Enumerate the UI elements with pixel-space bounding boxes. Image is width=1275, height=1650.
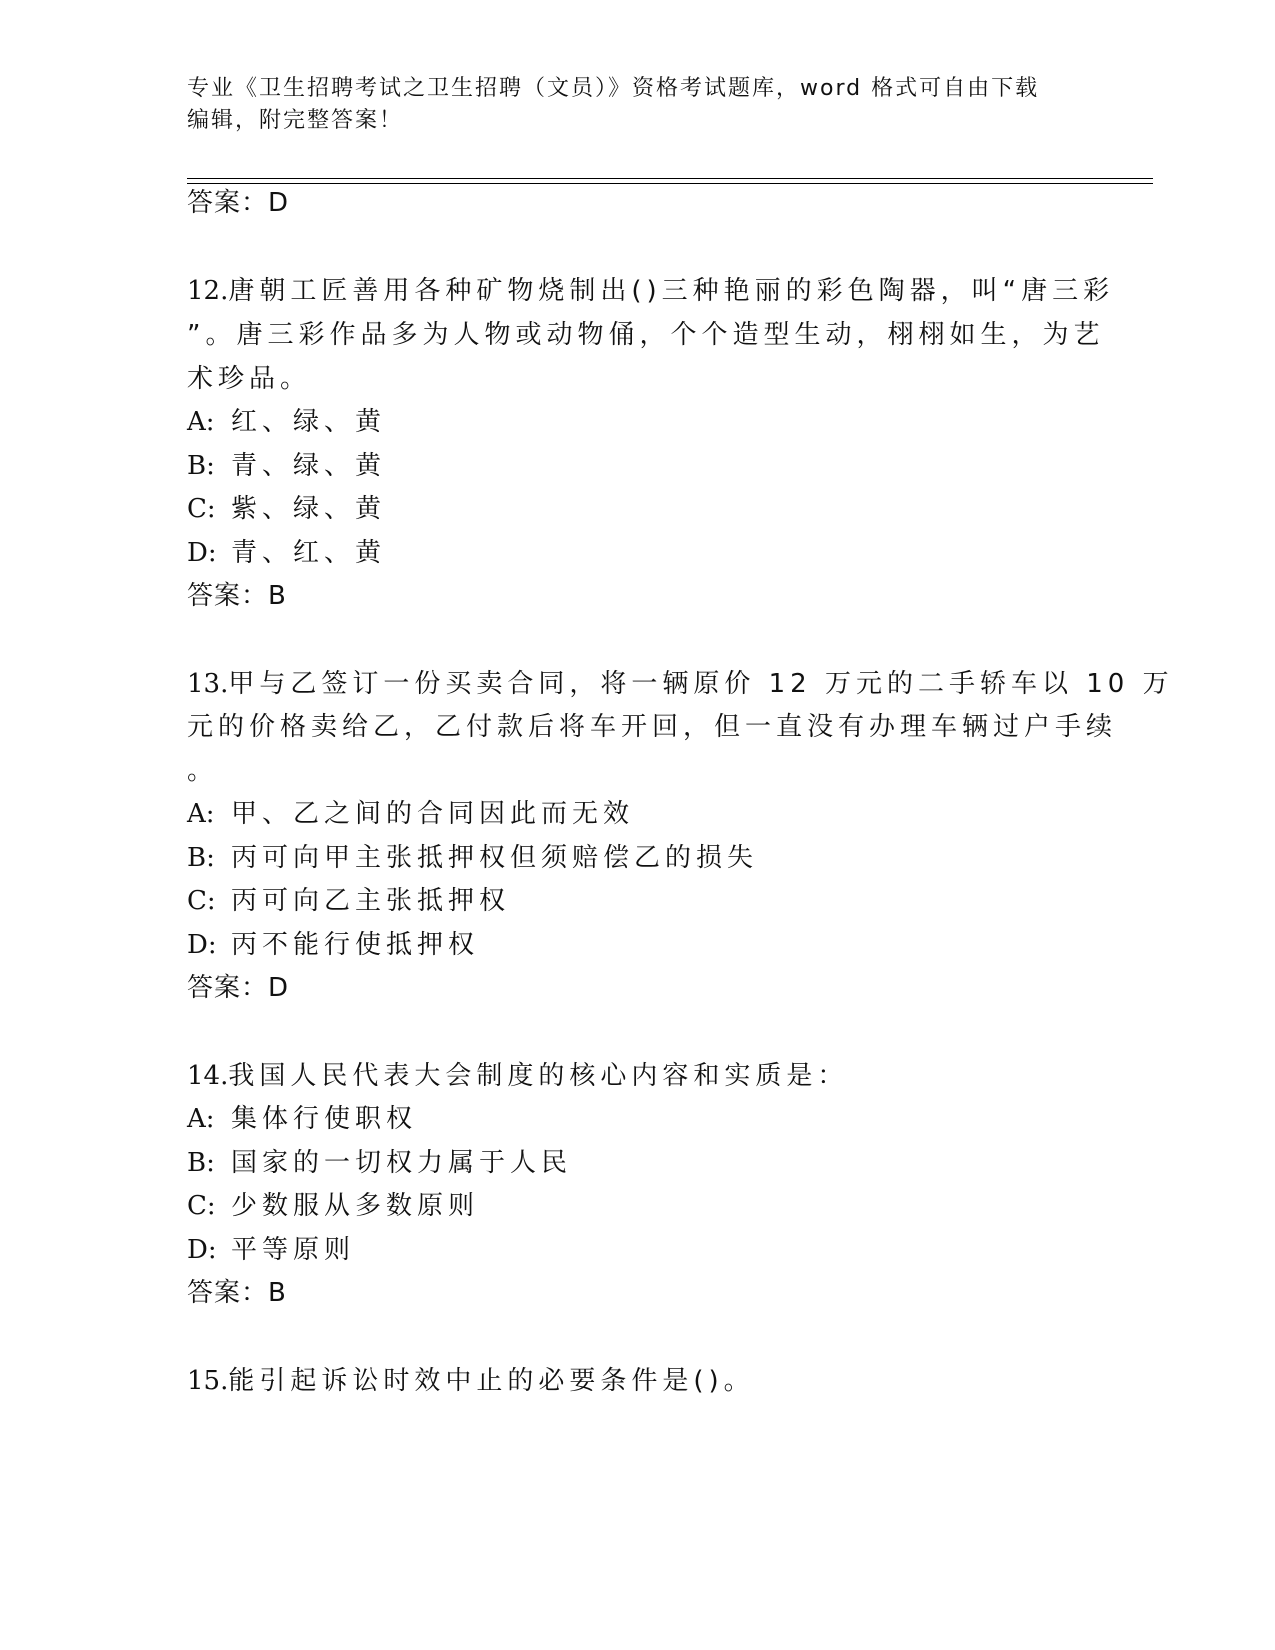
question-13-line-1 <box>187 667 1174 701</box>
option-text: 青、红、黄 <box>231 538 387 568</box>
question-13-line-2: 元的价格卖给乙，乙付款后将车开回，但一直没有办理车辆过户手续 <box>187 712 1118 742</box>
question-14-option-b <box>187 1146 572 1180</box>
option-letter: A: <box>187 407 215 437</box>
option-letter: C: <box>187 886 216 916</box>
question-13-line-3: 。 <box>187 756 219 786</box>
question-13-option-d <box>187 928 479 962</box>
question-text: 我国人民代表大会制度的核心内容和实质是： <box>228 1061 849 1091</box>
question-12-option-d <box>187 536 386 570</box>
question-13-option-c <box>187 884 510 918</box>
option-text: 红、绿、黄 <box>231 407 387 437</box>
option-letter: B: <box>187 843 215 873</box>
question-12-option-c <box>187 492 386 526</box>
question-14-answer: 答案：B <box>187 1278 287 1308</box>
header-divider-bottom <box>187 183 1153 184</box>
question-number: 12. <box>187 276 229 306</box>
question-12-option-a <box>187 405 386 439</box>
question-text: 唐朝工匠善用各种矿物烧制出()三种艳丽的彩色陶器，叫“唐三彩 <box>228 276 1115 306</box>
question-13-option-b <box>187 841 758 875</box>
question-12-option-b <box>187 449 386 483</box>
question-text: 甲与乙签订一份买卖合同，将一辆原价 12 万元的二手轿车以 10 万 <box>228 669 1174 699</box>
option-text: 丙可向乙主张抵押权 <box>231 886 511 916</box>
question-15-line-1 <box>187 1364 755 1398</box>
question-14-line-1 <box>187 1059 848 1093</box>
question-12-line-3: 术珍品。 <box>187 364 312 394</box>
option-letter: C: <box>187 494 216 524</box>
question-number: 14. <box>187 1061 229 1091</box>
document-header-line-2: 编辑，附完整答案！ <box>187 108 404 133</box>
option-letter: D: <box>187 930 217 960</box>
question-number: 13. <box>187 669 229 699</box>
question-14-option-d <box>187 1233 355 1267</box>
option-letter: A: <box>187 1104 215 1134</box>
question-12-line-2: ”。唐三彩作品多为人物或动物俑，个个造型生动，栩栩如生，为艺 <box>187 320 1105 350</box>
question-13-option-a <box>187 797 634 831</box>
option-text: 集体行使职权 <box>231 1104 418 1134</box>
option-text: 紫、绿、黄 <box>231 494 387 524</box>
option-letter: D: <box>187 1235 217 1265</box>
option-text: 国家的一切权力属于人民 <box>231 1148 573 1178</box>
option-letter: A: <box>187 799 215 829</box>
question-text: 能引起诉讼时效中止的必要条件是()。 <box>228 1366 755 1396</box>
option-text: 丙不能行使抵押权 <box>231 930 480 960</box>
option-letter: D: <box>187 538 217 568</box>
option-text: 甲、乙之间的合同因此而无效 <box>231 799 635 829</box>
option-letter: B: <box>187 1148 215 1178</box>
question-12-answer: 答案：B <box>187 581 287 611</box>
option-text: 丙可向甲主张抵押权但须赔偿乙的损失 <box>231 843 759 873</box>
option-text: 青、绿、黄 <box>231 451 387 481</box>
question-14-option-c <box>187 1189 479 1223</box>
question-14-option-a <box>187 1102 417 1136</box>
option-letter: B: <box>187 451 215 481</box>
question-12-line-1 <box>187 274 1114 308</box>
option-text: 少数服从多数原则 <box>231 1191 480 1221</box>
question-13-answer: 答案：D <box>187 973 290 1003</box>
previous-answer: 答案：D <box>187 188 290 218</box>
document-header-line-1: 专业《卫生招聘考试之卫生招聘（文员）》资格考试题库，word 格式可自由下载 <box>187 76 1040 101</box>
header-divider-top <box>187 178 1153 179</box>
option-text: 平等原则 <box>231 1235 356 1265</box>
question-number: 15. <box>187 1366 229 1396</box>
option-letter: C: <box>187 1191 216 1221</box>
